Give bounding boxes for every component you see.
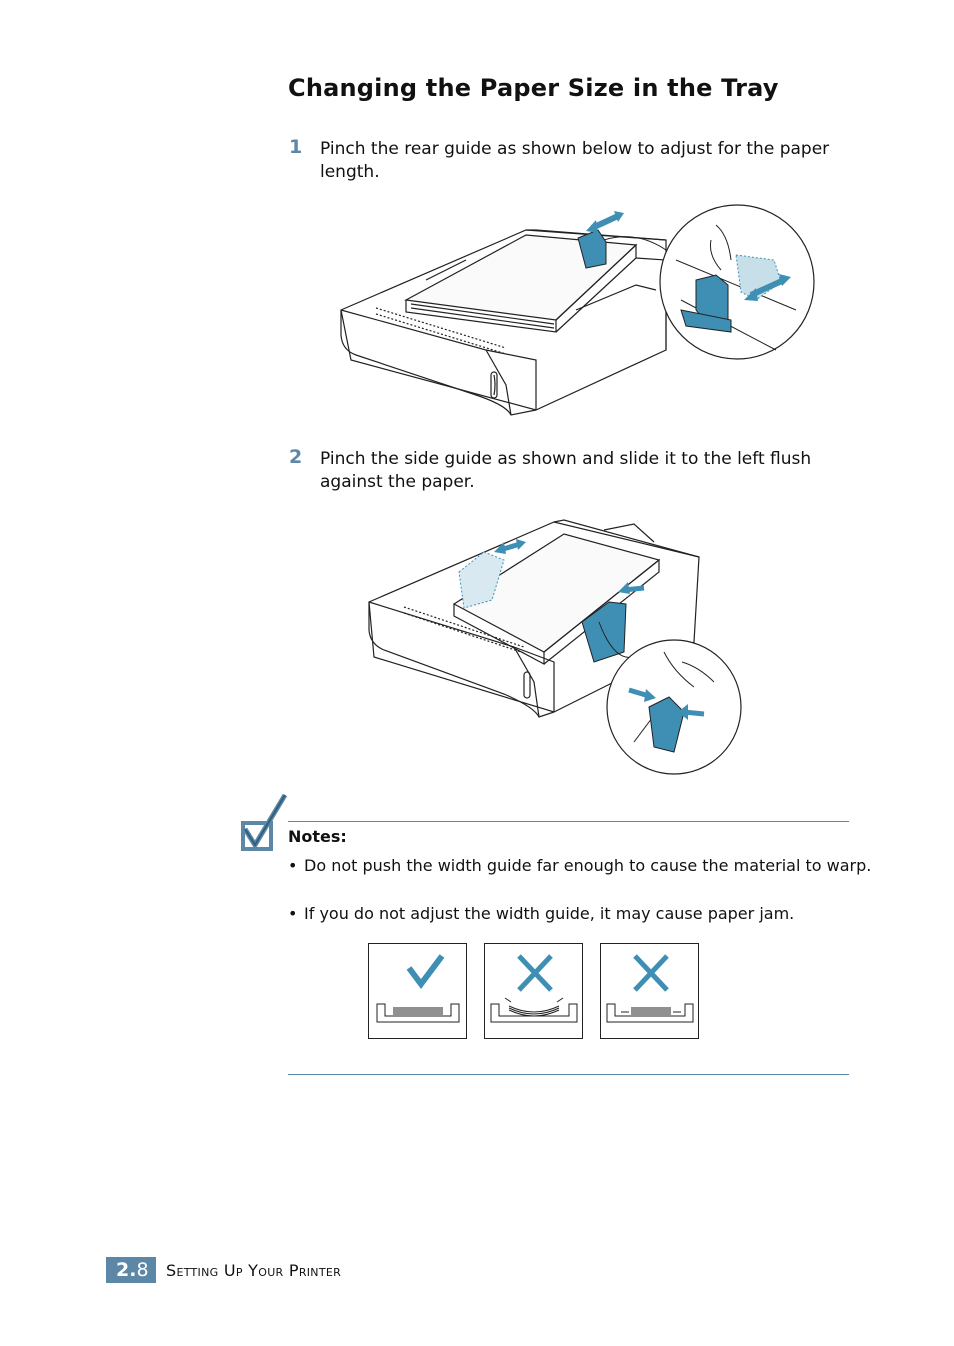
notes-title: Notes: xyxy=(288,827,347,846)
chapter-title: Setting Up Your Printer xyxy=(166,1261,342,1280)
step-2-text: Pinch the side guide as shown and slide it to the left flush against the paper. xyxy=(320,449,812,492)
notes-bottom-rule xyxy=(288,1074,849,1075)
incorrect-x-icon xyxy=(601,944,698,1038)
checkmark-note-icon xyxy=(239,793,289,855)
section-title: Changing the Paper Size in the Tray xyxy=(288,74,779,102)
note-text: If you do not adjust the width guide, it may cause paper jam. xyxy=(304,904,795,923)
correct-check-icon xyxy=(369,944,466,1038)
warped-guide-example xyxy=(484,943,583,1039)
loose-guide-example xyxy=(600,943,699,1039)
note-item-1 xyxy=(288,856,874,876)
step-1-number: 1 xyxy=(289,136,303,158)
note-bullet: • xyxy=(288,856,298,875)
note-item-2 xyxy=(288,904,874,924)
notes-top-rule xyxy=(288,821,849,822)
side-guide-illustration xyxy=(364,512,744,778)
step-2-number: 2 xyxy=(289,446,303,468)
correct-guide-example xyxy=(368,943,467,1039)
note-bullet: • xyxy=(288,904,298,923)
page-number-minor: 8 xyxy=(136,1259,149,1281)
page-number-badge xyxy=(106,1257,156,1283)
rear-guide-illustration xyxy=(336,200,816,420)
incorrect-x-icon xyxy=(485,944,582,1038)
step-1-text: Pinch the rear guide as shown below to adjust for the paper length. xyxy=(320,139,830,182)
page-number-major: 2. xyxy=(116,1259,137,1281)
note-text: Do not push the width guide far enough to cause the material to warp. xyxy=(304,856,872,875)
